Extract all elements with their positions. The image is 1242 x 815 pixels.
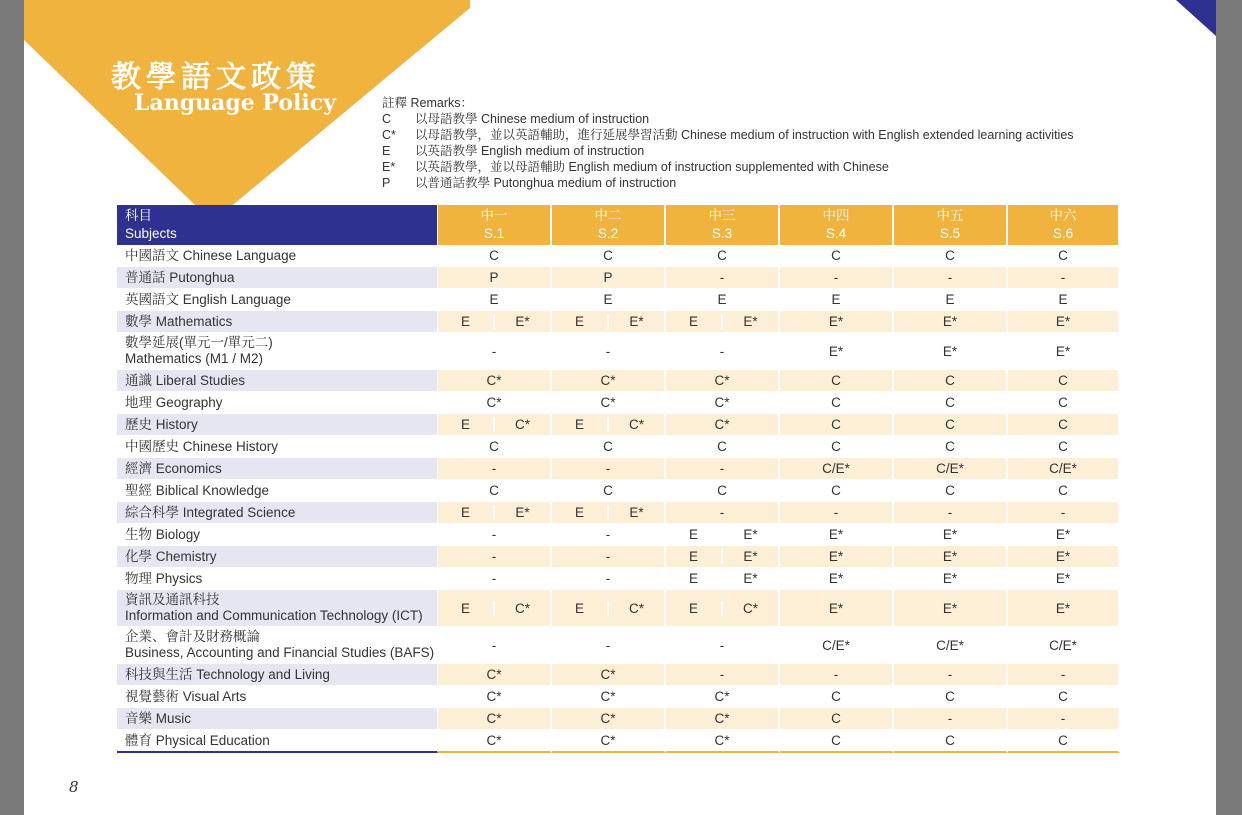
policy-cell: - (1008, 708, 1120, 730)
policy-value: E (666, 314, 723, 329)
table-row (117, 436, 1120, 458)
remark-text: 以母語教學，並以英語輔助，進行延展學習活動 Chinese medium of instruction with English extended learning activities (415, 128, 1074, 142)
policy-cell (666, 568, 780, 590)
subject-cell: 數學延展(單元一/單元二) Mathematics (M1 / M2) (117, 333, 438, 370)
table-row (117, 414, 1120, 436)
remark-code: E (382, 144, 391, 158)
table-row (117, 627, 1120, 664)
subject-cell: 資訊及通訊科技 Information and Communication Technology (ICT) (117, 590, 438, 627)
policy-cell: - (894, 267, 1008, 289)
policy-cell: - (438, 458, 552, 480)
policy-cell: C* (438, 686, 552, 708)
policy-value: E* (515, 314, 530, 329)
subject-cell: 物理 Physics (117, 568, 438, 590)
remark-text: 以英語教學 English medium of instruction (415, 144, 645, 158)
policy-cell: E* (780, 590, 894, 627)
remark-item (382, 159, 1074, 175)
policy-cell: C/E* (894, 458, 1008, 480)
policy-cell: C (780, 414, 894, 436)
policy-cell: - (438, 546, 552, 568)
policy-value: E* (743, 549, 758, 564)
subject-cell: 生物 Biology (117, 524, 438, 546)
policy-cell: E* (894, 524, 1008, 546)
policy-value: E (666, 571, 723, 586)
policy-cell: E (438, 289, 552, 311)
remarks-heading: 註釋 Remarks： (382, 96, 473, 110)
policy-cell: E* (1008, 590, 1120, 627)
policy-cell: P (552, 267, 666, 289)
policy-cell: C (1008, 245, 1120, 267)
policy-cell: C* (666, 370, 780, 392)
policy-cell: - (438, 333, 552, 370)
title-english: Language Policy (134, 90, 336, 116)
policy-cell: - (552, 333, 666, 370)
policy-cell: E* (1008, 546, 1120, 568)
policy-value: E* (743, 527, 758, 542)
policy-cell: C (666, 436, 780, 458)
grade-header: 中六 S.6 (1008, 205, 1120, 245)
policy-cell: E* (894, 311, 1008, 333)
policy-value: E (438, 314, 495, 329)
policy-cell: C (780, 392, 894, 414)
policy-value: E (552, 601, 609, 616)
policy-cell: C* (666, 730, 780, 753)
policy-cell: E* (780, 524, 894, 546)
table-row (117, 480, 1120, 502)
table-row (117, 568, 1120, 590)
subject-cell: 中國語文 Chinese Language (117, 245, 438, 267)
policy-cell: C (552, 436, 666, 458)
policy-value: C* (742, 600, 758, 616)
policy-cell: - (666, 502, 780, 524)
grade-header: 中五 S.5 (894, 205, 1008, 245)
subject-cell: 企業、會計及財務概論 Business, Accounting and Financial Studies (BAFS) (117, 627, 438, 664)
remark-text: 以母語教學 Chinese medium of instruction (415, 112, 650, 126)
remark-item (382, 175, 1074, 191)
policy-cell: C* (552, 730, 666, 753)
policy-cell: C (1008, 392, 1120, 414)
remarks-legend (382, 95, 1074, 191)
subject-cell: 聖經 Biblical Knowledge (117, 480, 438, 502)
policy-cell: P (438, 267, 552, 289)
policy-cell: - (1008, 664, 1120, 686)
policy-cell: - (666, 627, 780, 664)
table-row (117, 311, 1120, 333)
policy-cell: E* (780, 568, 894, 590)
policy-cell: E* (894, 590, 1008, 627)
policy-cell (438, 311, 552, 333)
grade-header: 中三 S.3 (666, 205, 780, 245)
remark-code: E* (382, 160, 396, 174)
policy-cell: C (666, 245, 780, 267)
table-row (117, 333, 1120, 370)
policy-cell: C* (438, 370, 552, 392)
table-row (117, 392, 1120, 414)
policy-cell: - (666, 664, 780, 686)
policy-cell: - (894, 664, 1008, 686)
policy-cell (666, 546, 780, 568)
subject-cell: 經濟 Economics (117, 458, 438, 480)
table-row (117, 546, 1120, 568)
policy-value: E* (515, 505, 530, 520)
policy-cell: E* (894, 333, 1008, 370)
subject-cell: 音樂 Music (117, 708, 438, 730)
policy-value: E (666, 601, 723, 616)
policy-cell: C* (666, 414, 780, 436)
policy-cell: C/E* (894, 627, 1008, 664)
table-row (117, 686, 1120, 708)
policy-cell: E* (1008, 568, 1120, 590)
table-row (117, 524, 1120, 546)
policy-cell (552, 590, 666, 627)
policy-cell: C (780, 436, 894, 458)
policy-cell: C (1008, 686, 1120, 708)
policy-cell: E* (1008, 311, 1120, 333)
table-row (117, 730, 1120, 753)
policy-cell: C (438, 436, 552, 458)
document-page (24, 0, 1216, 815)
table-row (117, 289, 1120, 311)
policy-cell: - (894, 502, 1008, 524)
policy-cell: C (552, 480, 666, 502)
policy-cell: C (780, 245, 894, 267)
policy-value: C* (514, 600, 530, 616)
policy-cell: E (894, 289, 1008, 311)
policy-cell: - (1008, 502, 1120, 524)
policy-cell (438, 590, 552, 627)
policy-cell: C (438, 245, 552, 267)
policy-cell: C* (666, 708, 780, 730)
policy-cell: C* (438, 708, 552, 730)
policy-cell: C (438, 480, 552, 502)
policy-cell (552, 311, 666, 333)
policy-value: E (552, 314, 609, 329)
policy-cell: - (780, 502, 894, 524)
policy-value: E* (743, 571, 758, 586)
policy-cell: C (1008, 730, 1120, 753)
policy-cell: C (894, 370, 1008, 392)
table-row (117, 245, 1120, 267)
policy-value: C* (628, 417, 644, 432)
policy-value: E (438, 601, 495, 616)
subject-cell: 中國歷史 Chinese History (117, 436, 438, 458)
policy-cell: E* (780, 333, 894, 370)
remark-text: 以英語教學，並以母語輔助 English medium of instruction supplemented with Chinese (415, 160, 889, 174)
policy-cell: C (894, 480, 1008, 502)
policy-cell: - (438, 627, 552, 664)
policy-cell: C* (666, 392, 780, 414)
policy-cell: E* (1008, 524, 1120, 546)
policy-cell: C (894, 392, 1008, 414)
policy-value: C* (514, 417, 530, 432)
subject-cell: 通識 Liberal Studies (117, 370, 438, 392)
policy-value: E (438, 505, 495, 520)
policy-cell: C (780, 730, 894, 753)
subject-cell: 英國語文 English Language (117, 289, 438, 311)
remark-text: 以普通話教學 Putonghua medium of instruction (415, 176, 677, 190)
policy-cell: E* (1008, 333, 1120, 370)
policy-cell (552, 414, 666, 436)
subject-cell: 歷史 History (117, 414, 438, 436)
policy-cell: C (1008, 436, 1120, 458)
policy-cell: C/E* (1008, 458, 1120, 480)
policy-cell: C (894, 730, 1008, 753)
remark-item (382, 111, 1074, 127)
policy-value: E* (629, 505, 644, 520)
remark-item (382, 127, 1074, 143)
subject-cell: 科技與生活 Technology and Living (117, 664, 438, 686)
policy-cell: E (1008, 289, 1120, 311)
policy-cell (438, 502, 552, 524)
policy-cell: - (552, 546, 666, 568)
policy-cell: C/E* (1008, 627, 1120, 664)
policy-cell: C (1008, 414, 1120, 436)
table-header-row (117, 205, 1120, 245)
remark-item (382, 143, 1074, 159)
policy-cell: C (894, 245, 1008, 267)
subject-cell: 普通話 Putonghua (117, 267, 438, 289)
policy-cell: - (666, 267, 780, 289)
policy-cell: - (552, 627, 666, 664)
policy-value: E* (743, 314, 758, 329)
policy-cell: - (666, 458, 780, 480)
table-row (117, 370, 1120, 392)
policy-cell (438, 414, 552, 436)
policy-cell: - (552, 524, 666, 546)
policy-cell: E* (780, 311, 894, 333)
policy-cell (666, 311, 780, 333)
policy-value: E (666, 549, 723, 564)
policy-cell: - (438, 524, 552, 546)
policy-cell: E (666, 289, 780, 311)
remark-code: C* (382, 128, 396, 142)
policy-cell: E* (780, 546, 894, 568)
table-row (117, 267, 1120, 289)
table-row (117, 590, 1120, 627)
policy-cell: C (552, 245, 666, 267)
policy-cell: E (552, 289, 666, 311)
policy-cell: E* (894, 568, 1008, 590)
policy-cell: - (1008, 267, 1120, 289)
policy-cell: E (780, 289, 894, 311)
policy-cell: C* (438, 730, 552, 753)
language-policy-table (117, 205, 1120, 753)
policy-value: E* (629, 314, 644, 329)
table-row (117, 664, 1120, 686)
policy-cell: C/E* (780, 458, 894, 480)
grade-header: 中二 S.2 (552, 205, 666, 245)
table-row (117, 458, 1120, 480)
policy-cell: C (894, 686, 1008, 708)
subjects-header: 科目 Subjects (117, 205, 438, 245)
policy-cell: - (666, 333, 780, 370)
policy-cell: C/E* (780, 627, 894, 664)
policy-cell: C* (552, 664, 666, 686)
policy-cell: - (780, 267, 894, 289)
policy-cell: - (552, 568, 666, 590)
policy-cell: C* (552, 686, 666, 708)
table-row (117, 502, 1120, 524)
policy-value: E (438, 417, 495, 432)
remark-code: P (382, 176, 391, 190)
policy-cell: C* (438, 664, 552, 686)
policy-value: C* (628, 600, 644, 616)
policy-cell (666, 524, 780, 546)
policy-cell: C (1008, 480, 1120, 502)
subject-cell: 體育 Physical Education (117, 730, 438, 753)
policy-value: E (666, 527, 723, 542)
subject-cell: 視覺藝術 Visual Arts (117, 686, 438, 708)
policy-cell: C (780, 708, 894, 730)
policy-cell: C (666, 480, 780, 502)
table-row (117, 708, 1120, 730)
remark-code: C (382, 112, 392, 126)
policy-cell: C (1008, 370, 1120, 392)
title-chinese: 教學語文政策 (111, 60, 321, 95)
policy-cell: - (894, 708, 1008, 730)
policy-cell: C* (438, 392, 552, 414)
corner-triangle (1176, 0, 1216, 36)
policy-cell: C (894, 436, 1008, 458)
policy-cell: C (894, 414, 1008, 436)
policy-cell: - (438, 568, 552, 590)
subject-cell: 數學 Mathematics (117, 311, 438, 333)
policy-cell (666, 590, 780, 627)
grade-header: 中四 S.4 (780, 205, 894, 245)
policy-cell: C* (666, 686, 780, 708)
policy-cell: C* (552, 708, 666, 730)
subject-cell: 綜合科學 Integrated Science (117, 502, 438, 524)
policy-cell: C* (552, 392, 666, 414)
page-number: 8 (69, 778, 79, 796)
policy-cell: C (780, 480, 894, 502)
grade-header: 中一 S.1 (438, 205, 552, 245)
policy-cell (552, 502, 666, 524)
policy-value: E (552, 417, 609, 432)
policy-cell: C (780, 370, 894, 392)
policy-cell: - (552, 458, 666, 480)
policy-cell: - (780, 664, 894, 686)
policy-cell: C (780, 686, 894, 708)
subject-cell: 化學 Chemistry (117, 546, 438, 568)
policy-value: E (552, 505, 609, 520)
policy-cell: E* (894, 546, 1008, 568)
subject-cell: 地理 Geography (117, 392, 438, 414)
policy-cell: C* (552, 370, 666, 392)
